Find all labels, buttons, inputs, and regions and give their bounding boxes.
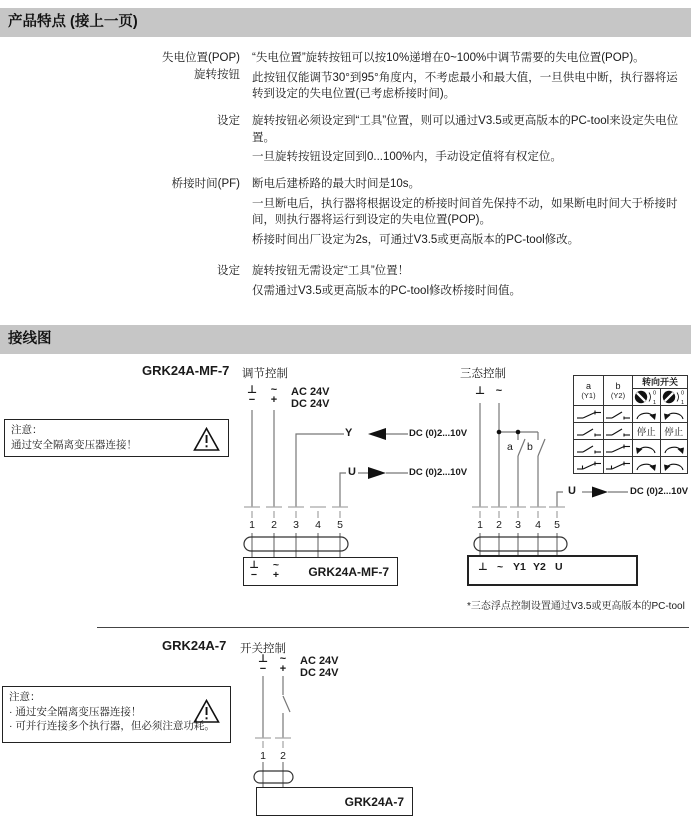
phase-symbol: ~ + (272, 559, 280, 581)
terminal-number: 2 (280, 750, 286, 762)
control-mode-switching: 开关控制 (240, 643, 286, 655)
power-label-dc: DC 24V (291, 398, 330, 410)
terminal-dashes (472, 507, 565, 518)
section-header-product-features (0, 8, 691, 37)
column-header-direction-switch: 转向开关 (633, 376, 688, 389)
terminal-number: 4 (535, 519, 541, 531)
warning-note-box-2: 注意： · 通过安全隔离变压器连接！ · 可并行连接多个执行器，但必须注意功耗。 (2, 686, 231, 743)
column-header-a: a (Y1) (574, 376, 604, 406)
signal-u-label: U (348, 466, 356, 478)
box-terminal-label: Y2 (533, 561, 546, 573)
switch-contact-open-icon (604, 406, 633, 423)
junction-dot (497, 430, 502, 435)
switch-contact-open-icon (604, 423, 633, 440)
rotation-ccw-icon (660, 406, 688, 423)
ground-symbol: ⊥ (474, 385, 486, 397)
terminal-dashes (244, 507, 348, 518)
actuator-box-label: GRK24A-MF-7 (308, 564, 389, 579)
feature-text-pop: “失电位置”旋转按钮可以按10%递增在0~100%中调节需要的失电位置(POP)。 此按钮仅能调节30°到95°角度内，不考虑最小和最大值，一旦供电中断，执行器将运转到设定的失电位置(已考虑桥接时间)。 (252, 52, 678, 100)
power-label-dc: DC 24V (300, 667, 339, 679)
terminal-number: 2 (271, 519, 277, 531)
switch-contact-closed-icon (604, 457, 633, 474)
terminal-number: 1 (260, 750, 266, 762)
rotation-cw-icon (660, 440, 688, 457)
terminal-number: 5 (337, 519, 343, 531)
warning-icon (193, 699, 220, 724)
power-label-ac: AC 24V (291, 386, 330, 398)
phase-symbol: ~ (495, 385, 503, 397)
arrow-right-icon (368, 467, 386, 479)
svg-text:0: 0 (680, 390, 684, 397)
junction-dot (516, 430, 521, 435)
rotation-ccw-icon (660, 457, 688, 474)
direction-switch-table (573, 375, 688, 474)
svg-text:0: 0 (653, 390, 657, 397)
actuator-box-grk24a-7 (256, 787, 413, 816)
terminal-number: 3 (293, 519, 299, 531)
terminal-number: 5 (554, 519, 560, 531)
section-header-wiring (0, 325, 691, 354)
signal-u-value: DC (0)2...10V (409, 467, 468, 478)
warning-icon (193, 427, 220, 452)
rotation-cw-icon (633, 457, 661, 474)
switch-contact-open-icon (574, 423, 604, 440)
box-terminal-label: Y1 (513, 561, 526, 573)
knob-right-cell (660, 389, 688, 406)
warning-note-box-1: 注意： 通过安全隔离变压器连接！ (4, 419, 229, 457)
actuator-box-label: GRK24A-7 (344, 794, 404, 809)
terminal-number: 1 (477, 519, 483, 531)
rotation-ccw-icon (633, 440, 661, 457)
terminal-number: 4 (315, 519, 321, 531)
model-label-grk24a-mf-7: GRK24A-MF-7 (142, 363, 230, 378)
feature-label-pop: 失电位置(POP) 旋转按钮 (162, 52, 240, 81)
section-header-label: 产品特点 (接上一页) (8, 14, 138, 30)
terminal-dashes (255, 738, 291, 748)
feature-text-setting-1: 旋转按钮必须设定到“工具”位置，则可以通过V3.5或更高版本的PC-tool来设定失电位置。 一旦旋转按钮设定回到0...100%内，手动设定值将有权定位。 (252, 115, 679, 163)
terminal-number: 2 (496, 519, 502, 531)
arrow-right-icon (592, 487, 608, 498)
switch-contact-open-icon (574, 440, 604, 457)
feature-label-setting-1: 设定 (217, 115, 240, 127)
terminal-number: 3 (515, 519, 521, 531)
svg-text:1: 1 (680, 400, 684, 405)
knob-left-cell (633, 389, 661, 406)
knob-left-icon (633, 389, 659, 405)
svg-text:1: 1 (653, 400, 657, 405)
power-label-ac: AC 24V (300, 655, 339, 667)
feature-label-bridging-time: 桥接时间(PF) (171, 178, 240, 190)
cable-oval (474, 537, 567, 551)
ground-symbol: ⊥ − (246, 384, 258, 406)
switch-contact-closed-icon (604, 440, 633, 457)
feature-text-bridging-time: 断电后建桥路的最大时间是10s。 一旦断电后，执行器将根据设定的桥接时间首先保持不动，如果断电时间大于桥接时间，则执行器将运行到设定的失电位置(POP)。 桥接时间出厂设定为2s，可通过V3.5或更高版本的PC-tool修改。 (252, 178, 678, 246)
switch-contact-closed-icon (574, 406, 604, 423)
terminal-number: 1 (249, 519, 255, 531)
stop-label: 停止 (633, 423, 661, 440)
feature-text-setting-2: 旋转按钮无需设定“工具”位置！ 仅需通过V3.5或更高版本的PC-tool修改桥接时间值。 (252, 265, 522, 297)
box-terminal-label: ~ (497, 561, 504, 573)
cable-oval (254, 771, 293, 783)
switch-a-label: a (507, 441, 513, 453)
control-mode-regulating: 调节控制 (242, 368, 288, 380)
signal-u-label: U (568, 485, 576, 497)
box-terminal-label: U (555, 561, 563, 573)
control-mode-tristate: 三态控制 (460, 368, 506, 380)
signal-y-value: DC (0)2...10V (409, 428, 468, 439)
ground-symbol: ⊥ − (249, 559, 259, 581)
switch-contact-closed-icon (574, 457, 604, 474)
actuator-box-grk24a-mf-7 (243, 557, 398, 586)
switch-b-label: b (527, 441, 533, 453)
box-terminal-label: ⊥ (478, 561, 488, 573)
stop-label: 停止 (660, 423, 688, 440)
column-header-b: b (Y2) (604, 376, 633, 406)
tristate-footnote: *三态浮点控制设置通过V3.5或更高版本的PC-tool (467, 601, 685, 612)
phase-symbol: ~ + (279, 653, 287, 675)
phase-symbol: ~ + (270, 384, 278, 406)
knob-right-icon (661, 389, 687, 405)
section-divider (97, 627, 689, 628)
signal-y-label: Y (345, 427, 353, 439)
arrow-left-icon (368, 428, 386, 440)
section-header-label: 接线图 (8, 331, 52, 347)
actuator-box-tristate (467, 555, 638, 586)
rotation-cw-icon (633, 406, 661, 423)
model-label-grk24a-7: GRK24A-7 (162, 638, 227, 653)
signal-u-value: DC (0)2...10V (630, 486, 689, 497)
ground-symbol: ⊥ − (257, 653, 269, 675)
feature-label-setting-2: 设定 (217, 265, 240, 277)
